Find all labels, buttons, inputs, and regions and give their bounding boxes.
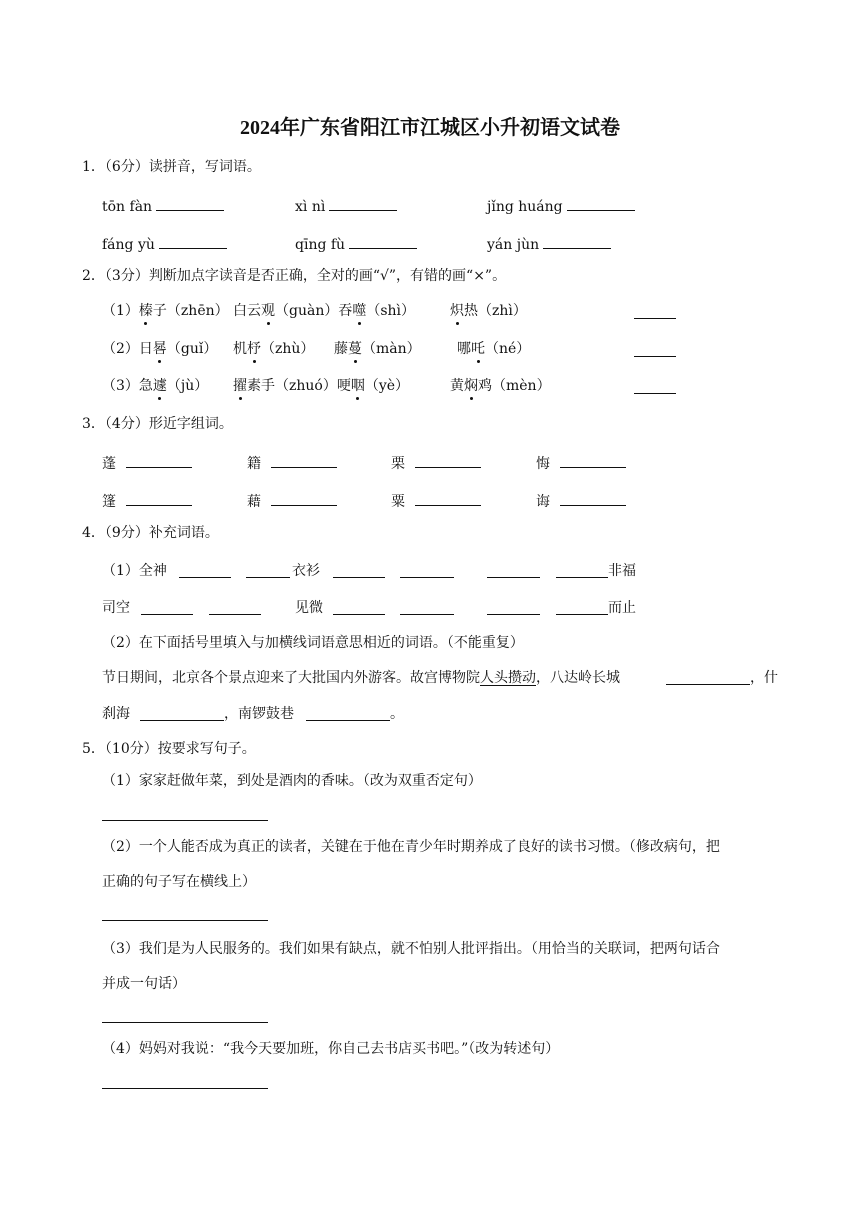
q5-sentence-4: （4）妈妈对我说：“我今天要加班，你自己去书店买书吧。”（改为转述句）: [102, 1041, 560, 1057]
q4-blank[interactable]: [179, 577, 231, 578]
q5-sentence-2b: 正确的句子写在横线上）: [102, 874, 256, 890]
q4-blank[interactable]: [333, 614, 385, 615]
char-label: 诲: [536, 494, 550, 510]
q2-row-1: [102, 302, 229, 320]
q3-item: [247, 490, 337, 511]
reading-text: 子（zhēn）: [152, 303, 229, 319]
q4-passage-text: 。: [390, 706, 404, 722]
reading-text: （né）: [485, 341, 531, 357]
dotted-char: 擢: [233, 378, 247, 394]
q4-word-text: 非福: [608, 563, 636, 579]
reading-text: （màn）: [362, 341, 421, 357]
q4-part1-label: （1）全神: [102, 563, 167, 579]
q4-word-text: 而止: [608, 600, 636, 616]
q3-item: [391, 452, 481, 473]
answer-blank[interactable]: [560, 490, 626, 506]
q3-heading: 3．（4分）形近字组词。: [82, 416, 233, 432]
q5-sentence-3a: （3）我们是为人民服务的。我们如果有缺点，就不怕别人批评指出。（用恰当的关联词，把两句话合: [102, 941, 720, 957]
q2-answer-blank-3[interactable]: [634, 393, 676, 394]
q2-row-3: [102, 377, 208, 395]
q4-blank[interactable]: [487, 614, 540, 615]
q5-answer-line-3[interactable]: [102, 1022, 268, 1023]
reading-text: 急: [138, 378, 153, 394]
q4-word-text: 司空: [102, 600, 130, 616]
dotted-char: 晷: [152, 341, 167, 357]
answer-blank[interactable]: [126, 452, 192, 468]
reading-text: 黄: [450, 378, 464, 394]
reading-text: 白云: [233, 303, 261, 319]
dotted-char: 咽: [350, 378, 365, 394]
reading-text: （guǐ）: [166, 341, 218, 357]
pinyin-label: jǐng huáng: [487, 199, 563, 215]
q4-passage-text: 刹海: [102, 706, 130, 722]
q4-blank[interactable]: [400, 614, 454, 615]
q3-item: [536, 452, 626, 473]
q4-heading: 4．（9分）补充词语。: [82, 525, 219, 541]
char-label: 悔: [536, 456, 550, 472]
answer-blank[interactable]: [271, 490, 337, 506]
q5-sentence-3b: 并成一句话）: [102, 976, 186, 992]
pinyin-label: yán jùn: [487, 237, 540, 253]
answer-blank[interactable]: [415, 452, 481, 468]
q3-item: [102, 452, 192, 473]
q2-row-2: [102, 340, 217, 358]
reading-text: 鸡（mèn）: [478, 378, 551, 394]
answer-blank[interactable]: [159, 233, 227, 249]
char-label: 篷: [102, 494, 116, 510]
q1-item-6: [487, 233, 611, 254]
dotted-char: 蔓: [348, 341, 362, 357]
q4-blank[interactable]: [141, 614, 193, 615]
q4-blank[interactable]: [246, 577, 290, 578]
underlined-word: 人头攒动: [480, 670, 536, 686]
row-number: （3）: [102, 378, 139, 394]
q2-row-1-d: [450, 302, 527, 320]
reading-text: （yè）: [364, 378, 410, 394]
q2-row-2-b: [233, 340, 314, 358]
q2-answer-blank-2[interactable]: [634, 356, 676, 357]
reading-text: （jù）: [166, 378, 209, 394]
q4-blank[interactable]: [556, 577, 608, 578]
reading-text: （shì）: [366, 303, 416, 319]
answer-blank[interactable]: [567, 195, 635, 211]
row-number: （2）: [102, 341, 139, 357]
q4-blank[interactable]: [333, 577, 385, 578]
q4-passage-line-1: [102, 669, 620, 687]
reading-text: （guàn）: [275, 303, 339, 319]
row-number: （1）: [102, 303, 139, 319]
char-label: 栗: [391, 456, 405, 472]
answer-blank[interactable]: [560, 452, 626, 468]
q4-blank[interactable]: [556, 614, 608, 615]
q3-item: [102, 490, 192, 511]
char-label: 籍: [247, 456, 261, 472]
q2-heading: 2．（3分）判断加点字读音是否正确，全对的画“√”，有错的画“×”。: [82, 268, 507, 284]
q5-answer-line-4[interactable]: [102, 1088, 268, 1089]
dotted-char: 噬: [352, 303, 367, 319]
q1-item-4: [102, 233, 227, 254]
q1-item-2: [295, 195, 397, 216]
q4-passage-text: ，什: [750, 670, 778, 686]
char-label: 粟: [391, 494, 405, 510]
q3-item: [391, 490, 481, 511]
dotted-char: 遽: [152, 378, 167, 394]
dotted-char: 榛: [138, 303, 153, 319]
q5-sentence-1: （1）家家赶做年菜，到处是酒肉的香味。（改为双重否定句）: [102, 773, 482, 789]
reading-text: 吞: [338, 303, 353, 319]
q2-row-3-d: [450, 377, 551, 395]
reading-text: 素手（zhuó）: [247, 378, 337, 394]
page-title: 2024年广东省阳江市江城区小升初语文试卷: [240, 117, 620, 139]
q2-row-2-d: [457, 340, 530, 358]
q1-item-1: [102, 195, 224, 216]
q4-passage-blank[interactable]: [140, 720, 224, 721]
q4-passage-blank[interactable]: [666, 684, 750, 685]
q3-item: [536, 490, 626, 511]
dotted-char: 焖: [464, 378, 478, 394]
answer-blank[interactable]: [156, 195, 224, 211]
q4-part2-heading: （2）在下面括号里填入与加横线词语意思相近的词语。（不能重复）: [102, 635, 524, 651]
reading-text: 藤: [334, 341, 348, 357]
q4-word-text: 衣衫: [292, 563, 320, 579]
pinyin-label: qīng fù: [295, 237, 346, 253]
q1-item-5: [295, 233, 417, 254]
pinyin-label: tōn fàn: [102, 199, 153, 215]
q2-row-3-b: [233, 377, 409, 395]
reading-text: 热（zhì）: [464, 303, 527, 319]
reading-text: （zhù）: [261, 341, 315, 357]
q2-answer-blank-1[interactable]: [634, 318, 676, 319]
q2-row-1-b: [233, 302, 415, 320]
q5-sentence-2a: （2）一个人能否成为真正的读者，关键在于他在青少年时期养成了良好的读书习惯。（修改病句，把: [102, 839, 720, 855]
q4-word-text: 见微: [295, 600, 323, 616]
q5-answer-line-2[interactable]: [102, 920, 268, 921]
answer-blank[interactable]: [126, 490, 192, 506]
q5-answer-line-1[interactable]: [102, 820, 268, 821]
char-label: 藉: [247, 494, 261, 510]
passage-text: ，八达岭长城: [536, 670, 620, 686]
q4-blank[interactable]: [209, 614, 261, 615]
answer-blank[interactable]: [415, 490, 481, 506]
q5-heading: 5．（10分）按要求写句子。: [82, 741, 256, 757]
dotted-char: 杼: [247, 341, 261, 357]
q1-heading: 1．（6分）读拼音，写词语。: [82, 159, 261, 175]
dotted-char: 吒: [471, 341, 485, 357]
q2-row-2-c: [334, 340, 421, 358]
q4-passage-blank[interactable]: [306, 720, 390, 721]
q1-item-3: [487, 195, 635, 216]
q4-passage-text: ，南锣鼓巷: [224, 706, 294, 722]
pinyin-label: fáng yù: [102, 237, 155, 253]
reading-text: 哪: [457, 341, 471, 357]
answer-blank[interactable]: [329, 195, 397, 211]
q3-item: [247, 452, 337, 473]
reading-text: 机: [233, 341, 247, 357]
answer-blank[interactable]: [271, 452, 337, 468]
reading-text: 哽: [336, 378, 351, 394]
q4-blank[interactable]: [487, 577, 540, 578]
char-label: 蓬: [102, 456, 116, 472]
passage-text: 节日期间，北京各个景点迎来了大批国内外游客。故宫博物院: [102, 670, 480, 686]
dotted-char: 炽: [450, 303, 464, 319]
reading-text: 日: [138, 341, 153, 357]
pinyin-label: xì nì: [295, 199, 326, 215]
answer-blank[interactable]: [543, 233, 611, 249]
answer-blank[interactable]: [349, 233, 417, 249]
q4-blank[interactable]: [400, 577, 454, 578]
dotted-char: 观: [261, 303, 275, 319]
